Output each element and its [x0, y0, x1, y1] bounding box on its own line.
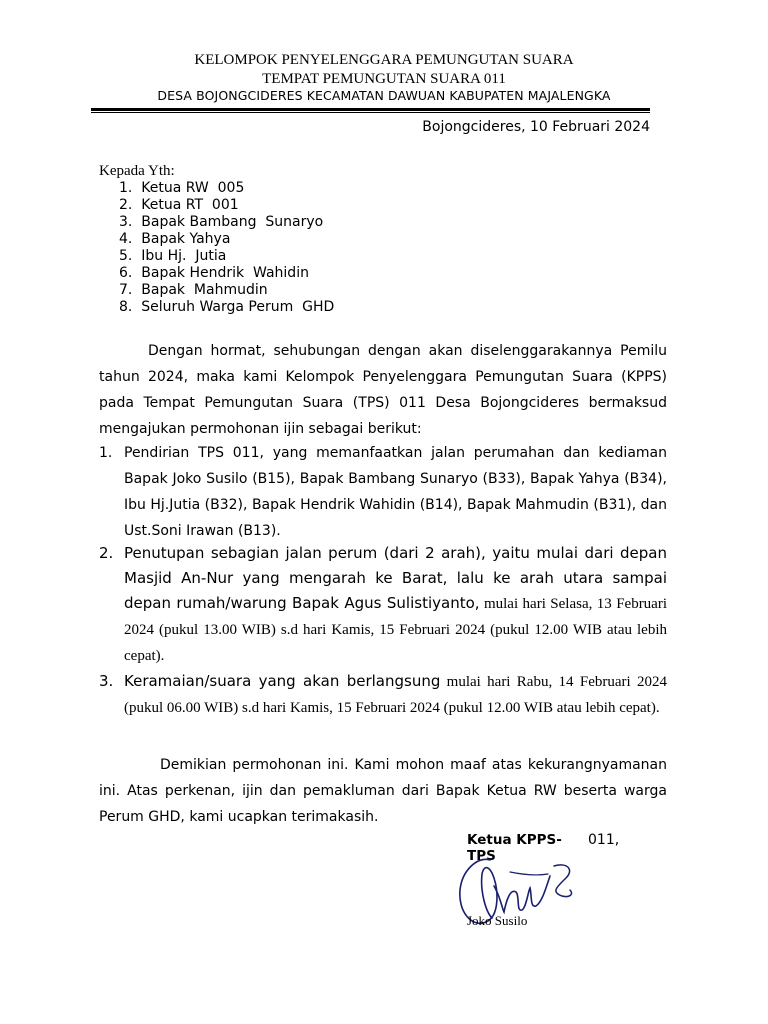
list-item: 7. Bapak Mahmudin [119, 282, 268, 298]
item-body [124, 669, 667, 721]
list-item: 8. Seluruh Warga Perum GHD [119, 299, 335, 315]
item-number: 3. [99, 672, 114, 690]
letterhead-title: KELOMPOK PENYELENGGARA PEMUNGUTAN SUARA [194, 52, 574, 68]
list-item: 4. Bapak Yahya [119, 231, 231, 247]
recipient-list [119, 180, 334, 316]
letterhead-address: DESA BOJONGCIDERES KECAMATAN DAWUAN KABUPATEN MAJALENGKA [157, 88, 611, 103]
letterhead-divider-thin [91, 112, 650, 113]
letterhead-subtitle: TEMPAT PEMUNGUTAN SUARA 011 [262, 71, 506, 87]
item-schedule: mulai hari Selasa, 13 Februari 2024 (pukul 13.00 WIB) s.d hari Kamis, 15 Februari 2024 (pukul 12.00 WIB atau lebih cepat). [124, 596, 668, 664]
list-item: 2. Ketua RT 001 [119, 197, 239, 213]
letter-date: Bojongcideres, 10 Februari 2024 [422, 119, 650, 135]
list-item: 1. Ketua RW 005 [119, 180, 245, 196]
item-schedule: mulai hari Rabu, 14 Februari 2024 (pukul 06.00 WIB) s.d hari Kamis, 15 Februari 2024 (pukul 12.00 WIB atau lebih cepat). [124, 674, 667, 716]
item-text: Pendirian TPS 011, yang memanfaatkan jalan perumahan dan kediaman Bapak Joko Susilo (B15), Bapak Bambang Sunaryo (B33), Bapak Yahya (B34), Ibu Hj.Jutia (B32), Bapak Hendrik Wahidin (B14), Bapak Mahmudin (B31), dan Ust.Soni Irawan (B13). [124, 445, 667, 539]
signatory-tps-number: 011, [588, 832, 620, 848]
item-text: Penutupan sebagian jalan perum (dari 2 arah), yaitu mulai dari depan Masjid An-Nur yang mengarah ke Barat, lalu ke arah utara sampai depan rumah/warung Bapak Agus Sulistiyanto, [124, 544, 667, 612]
request-item [99, 440, 667, 544]
item-body [124, 541, 667, 669]
item-number: 1. [99, 445, 113, 461]
list-item: 5. Ibu Hj. Jutia [119, 248, 227, 264]
request-item [99, 541, 667, 669]
signatory-name: Joko Susilo [467, 913, 528, 928]
letterhead-divider-thick [91, 108, 650, 111]
addressee-label: Kepada Yth: [99, 163, 175, 179]
list-item: 3. Bapak Bambang Sunaryo [119, 214, 324, 230]
list-item: 6. Bapak Hendrik Wahidin [119, 265, 309, 281]
signatory-title: Ketua KPPS-TPS [467, 832, 562, 864]
item-number: 2. [99, 544, 114, 562]
closing-paragraph: Demikian permohonan ini. Kami mohon maaf atas kekurangnyamanan ini. Atas perkenan, ijin dan pemakluman dari Bapak Ketua RW beserta warga Perum GHD, kami ucapkan terimakasih. [99, 757, 667, 825]
item-text: Keramaian/suara yang akan berlangsung [124, 672, 441, 690]
request-item [99, 669, 667, 721]
opening-paragraph: Dengan hormat, sehubungan dengan akan diselenggarakannya Pemilu tahun 2024, maka kami Kelompok Penyelenggara Pemungutan Suara (KPPS) pada Tempat Pemungutan Suara (TPS) 011 Desa Bojongcideres bermaksud mengajukan permohonan ijin sebagai berikut: [99, 343, 667, 437]
